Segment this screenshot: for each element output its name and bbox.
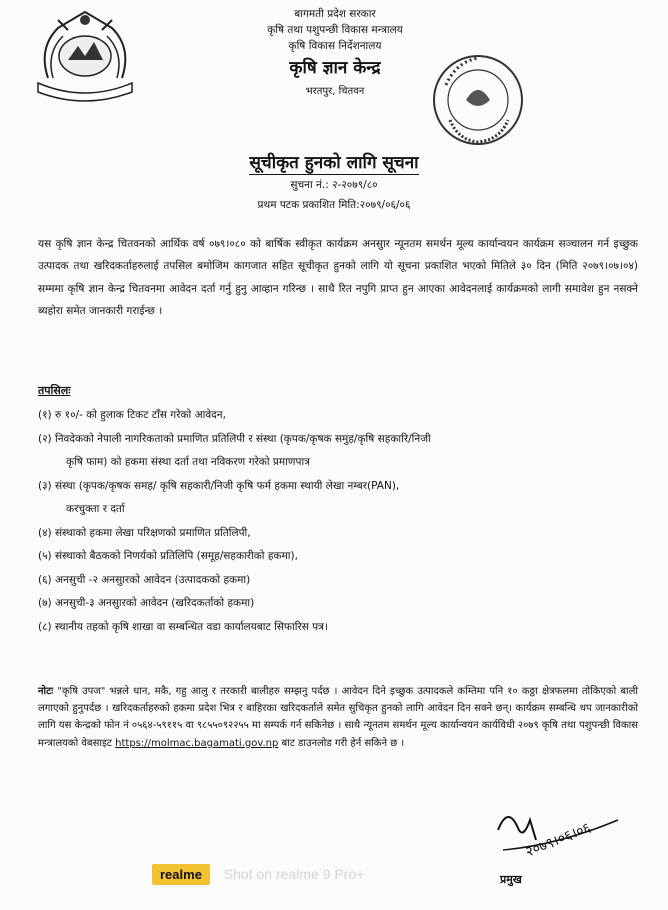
ministry-website-link[interactable]: https://molmac.bagamati.gov.np [115, 737, 279, 749]
note-paragraph [38, 683, 638, 752]
list-item: (३) संस्था (कृपक/कृषक समह/ कृषि सहकारी/निजी कृषि फर्म हकमा स्थायी लेखा नम्बर(PAN), [38, 479, 400, 492]
publish-date: प्रथम पटक प्रकाशित मिति:२०७९/०६/०६ [257, 199, 411, 211]
list-item: (६) अनसुची -२ अनसुारको आवेदन (उत्पादकको हकमा) [38, 573, 251, 586]
note-text: "कृषि उपज" भन्नले धान, मकै, गहु आलु र तरकारी बालीहरु सम्झनु पर्दछ । आवेदन दिने इच्छुक उत्पादकले कम्तिमा पनि १० कठ्ठा क्षेत्रफलमा तोकिएको बाली लगाएको हुनुपर्दछ । खरिदकर्ताहरुको हकमा प्रदेश भित्र र बाहिरका खरिदकर्ताले समेत सुचिकृत हुनको लागि आवेदन दिन सक्ने छन्। कार्यक्रम सम्बन्धि थप जानकारीको लागि यस केन्द्रको फोन नं ०५६४-५९११५ वा ९८५५०९२२५५ मा सम्पर्क गर्न सकिनेछ । साथै न्यूनतम समर्थन मूल्य कार्यान्वयन कार्यविधी २०७९ कृषि तथा पशुपन्छी विकास मन्त्रालयको वेबसाइट [38, 686, 638, 749]
government-name: बागमती प्रदेश सरकार [294, 8, 376, 20]
note-text-end: बाट डाउनलोड गरी हेर्न सकिने छ । [281, 737, 405, 749]
camera-watermark [152, 864, 364, 885]
signature-date: २०७९।०६।०६ [523, 819, 594, 861]
office-location: भरतपुर, चितवन [305, 86, 365, 97]
watermark-text: Shot on realme 9 Pro+ [223, 866, 365, 882]
office-name: कृषि ज्ञान केन्द्र [289, 58, 381, 78]
watermark-brand: realme [152, 864, 210, 885]
nepal-emblem-icon [28, 8, 143, 108]
list-item: कृषि फाम) को हकमा संस्था दर्ता तथा नविकरण गरेको प्रमाणपात्र [66, 456, 310, 468]
tapasil-heading: तपसिलः [38, 384, 71, 397]
notice-paragraph: यस कृषि ज्ञान केन्द्र चितवनको आर्थिक वर्ष ०७९।०८० को बार्षिक स्वीकृत कार्यक्रम अनसुार न्यूनतम समर्थन मूल्य कार्यान्वयन कार्यक्रम सञ्चालन गर्न इच्छुक उत्पादक तथा खरिदकर्ताहरुलाई तपसिल बमोजिम कागजात सहित सूचीकृत हुनको लागि यो सूचना प्रकाशित भएको मितिले ३० दिन (मिति २०७९।०७।०४) सम्ममा कृषि ज्ञान केन्द्र चितवनमा आवेदन दर्ता गर्नु हुनु आव्हान गरिन्छ । साथै रित नपुगि प्राप्त हुन आएका आवेदनलाई कार्यक्रमको लागी समावेश हुन नसक्ने ब्यहोरा समेत जानकारी गराईन्छ । [38, 238, 638, 318]
list-item: (७) अनसुची-३ अनसुारको आवेदन (खरिदकर्ताको हकमा) [38, 597, 255, 609]
list-item: (५) संस्थाको बैठकको निणर्यको प्रतिलिपि (समूह/सहकारीको हकमा), [38, 550, 298, 562]
office-stamp-icon [428, 50, 528, 150]
note-label: नोटः [38, 686, 54, 697]
directorate-name: कृषि विकास निर्देशनालय [288, 40, 382, 52]
list-item: (१) रु १०/- को हुलाक टिकट टाँस गरेको आवेदन, [38, 409, 226, 421]
notice-title: सूचीकृत हुनको लागि सूचना [249, 153, 419, 173]
signatory-title: प्रमुख [500, 873, 522, 886]
list-item: (४) संस्थाको हकमा लेखा परिक्षणको प्रमाणित प्रतिलिपी, [38, 526, 251, 539]
list-item: करचुक्ता र दर्ता [66, 503, 125, 515]
signature-icon [488, 800, 628, 865]
list-item: (८) स्थानीय तहको कृषि शाखा वा सम्बन्धित वडा कार्यालयबाट सिफारिस पत्र। [38, 620, 328, 633]
requirements-list [38, 404, 648, 639]
list-item: (२) निवदेकको नेपाली नागरिकताको प्रमाणित प्रतिलिपी र संस्था (कृपक/कृषक समुह/कृषि सहकारि/निजी [38, 432, 431, 445]
ministry-name: कृषि तथा पशुपन्छी विकास मन्त्रालय [267, 24, 403, 36]
notice-number: सुचना नं.: २-२०७९/८० [290, 179, 378, 191]
